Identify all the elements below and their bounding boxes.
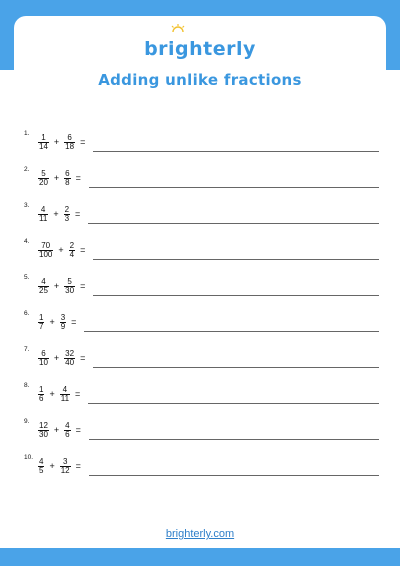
footer-link[interactable]: brighterly.com xyxy=(165,528,235,540)
sun-icon xyxy=(170,24,186,32)
numerator: 12 xyxy=(39,420,48,430)
plus-sign: + xyxy=(53,353,60,363)
plus-sign: + xyxy=(53,425,60,435)
problem-list xyxy=(24,124,379,484)
numerator: 4 xyxy=(39,456,44,466)
plus-sign: + xyxy=(49,461,55,471)
answer-line[interactable] xyxy=(93,367,379,368)
fraction-a xyxy=(38,385,44,404)
numerator: 32 xyxy=(65,348,75,358)
bottom-band xyxy=(0,548,400,566)
fraction-a xyxy=(38,421,49,440)
fraction-b xyxy=(60,385,70,404)
numerator: 6 xyxy=(67,132,72,142)
answer-line[interactable] xyxy=(89,475,379,476)
denominator: 11 xyxy=(60,394,70,404)
answer-line[interactable] xyxy=(89,187,379,188)
problem-number: 3. xyxy=(24,202,30,209)
plus-sign: + xyxy=(49,389,55,399)
denominator: 3 xyxy=(64,214,70,224)
numerator: 5 xyxy=(41,168,46,178)
problem-row xyxy=(24,196,379,232)
problem-row xyxy=(24,340,379,376)
equals-sign: = xyxy=(75,173,81,183)
fraction-b xyxy=(64,205,70,224)
fraction-b xyxy=(69,241,75,260)
numerator: 6 xyxy=(65,168,70,178)
numerator: 4 xyxy=(41,276,46,286)
denominator: 4 xyxy=(69,250,75,260)
problem-row xyxy=(24,160,379,196)
fraction-b xyxy=(60,313,66,332)
fraction-a xyxy=(38,205,48,224)
answer-line[interactable] xyxy=(89,439,379,440)
denominator: 40 xyxy=(65,358,75,368)
problem-number: 4. xyxy=(24,238,30,245)
page-title: Adding unlike fractions xyxy=(98,71,302,89)
numerator: 6 xyxy=(41,348,46,358)
denominator: 18 xyxy=(65,142,75,152)
equals-sign: = xyxy=(75,209,81,219)
denominator: 12 xyxy=(60,466,70,476)
fraction-a xyxy=(38,457,44,476)
denominator: 5 xyxy=(39,466,44,476)
equals-sign: = xyxy=(80,137,86,147)
problem-number: 5. xyxy=(24,274,30,281)
answer-line[interactable] xyxy=(84,331,379,332)
problem-number: 1. xyxy=(24,130,30,137)
denominator: 6 xyxy=(39,394,44,404)
plus-sign: + xyxy=(58,245,64,255)
problem-number: 8. xyxy=(24,382,30,389)
fraction-b xyxy=(64,169,70,188)
numerator: 4 xyxy=(62,384,68,394)
fraction-a xyxy=(38,133,49,152)
denominator: 10 xyxy=(39,358,48,368)
equals-sign: = xyxy=(80,281,86,291)
denominator: 20 xyxy=(39,178,48,188)
numerator: 2 xyxy=(69,240,75,250)
numerator: 1 xyxy=(39,384,44,394)
problem-row xyxy=(24,448,379,484)
worksheet xyxy=(14,16,386,548)
numerator: 4 xyxy=(40,204,46,214)
answer-line[interactable] xyxy=(93,295,379,296)
problem-number: 7. xyxy=(24,346,30,353)
equals-sign: = xyxy=(75,461,81,471)
numerator: 3 xyxy=(60,312,66,322)
fraction-a xyxy=(38,241,53,260)
fraction-b xyxy=(64,277,75,296)
fraction-b xyxy=(60,457,71,476)
problem-number: 9. xyxy=(24,418,30,425)
brand-logo: brighterly xyxy=(144,38,256,60)
problem-row xyxy=(24,268,379,304)
equals-sign: = xyxy=(80,353,86,363)
problem-row xyxy=(24,412,379,448)
answer-line[interactable] xyxy=(88,223,379,224)
denominator: 11 xyxy=(39,214,48,224)
problem-number: 10. xyxy=(24,454,34,461)
denominator: 6 xyxy=(65,430,70,440)
numerator: 1 xyxy=(41,132,46,142)
problem-row xyxy=(24,232,379,268)
plus-sign: + xyxy=(49,317,55,327)
fraction-b xyxy=(64,421,70,440)
equals-sign: = xyxy=(75,425,81,435)
fraction-b xyxy=(64,349,75,368)
plus-sign: + xyxy=(53,209,59,219)
numerator: 1 xyxy=(39,312,44,322)
denominator: 30 xyxy=(39,430,48,440)
numerator: 3 xyxy=(62,456,68,466)
denominator: 25 xyxy=(39,286,48,296)
fraction-a xyxy=(38,349,49,368)
problem-row xyxy=(24,124,379,160)
equals-sign: = xyxy=(75,389,81,399)
answer-line[interactable] xyxy=(93,151,379,152)
problem-row xyxy=(24,304,379,340)
fraction-a xyxy=(38,169,49,188)
denominator: 8 xyxy=(65,178,70,188)
numerator: 2 xyxy=(64,204,70,214)
fraction-a xyxy=(38,277,49,296)
numerator: 70 xyxy=(41,240,51,250)
equals-sign: = xyxy=(80,245,86,255)
denominator: 9 xyxy=(60,322,66,332)
fraction-a xyxy=(38,313,44,332)
denominator: 7 xyxy=(39,322,44,332)
plus-sign: + xyxy=(53,173,60,183)
fraction-b xyxy=(64,133,75,152)
equals-sign: = xyxy=(71,317,77,327)
answer-line[interactable] xyxy=(88,403,379,404)
plus-sign: + xyxy=(53,281,60,291)
problem-number: 6. xyxy=(24,310,30,317)
denominator: 30 xyxy=(65,286,75,296)
denominator: 14 xyxy=(39,142,48,152)
problem-row xyxy=(24,376,379,412)
answer-line[interactable] xyxy=(93,259,379,260)
plus-sign: + xyxy=(53,137,60,147)
numerator: 5 xyxy=(67,276,72,286)
problem-number: 2. xyxy=(24,166,30,173)
denominator: 100 xyxy=(39,250,53,260)
numerator: 4 xyxy=(65,420,70,430)
